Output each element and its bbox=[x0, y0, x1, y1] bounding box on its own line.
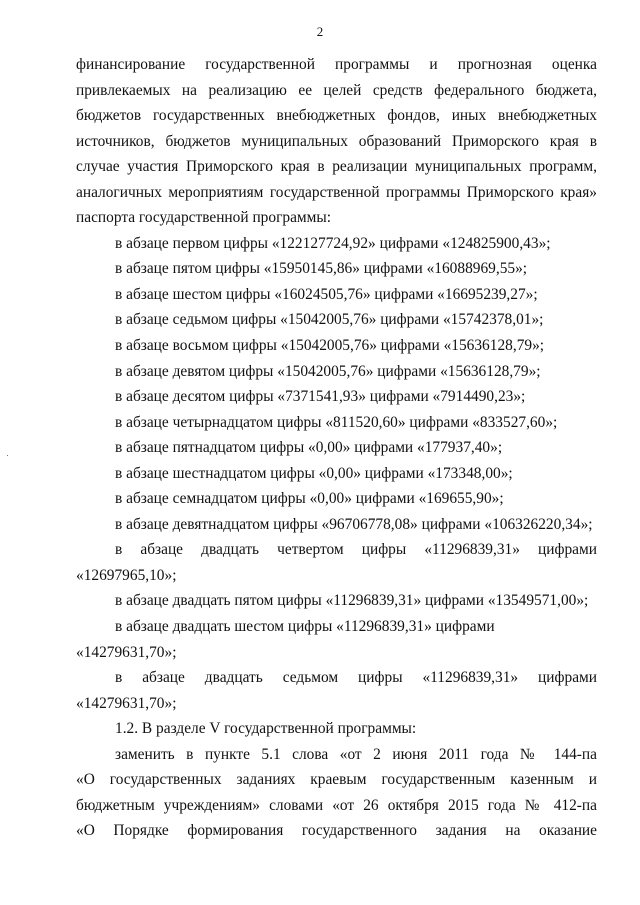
replacement-item: в абзаце пятнадцатом цифры «0,00» цифрами «177937,40»; bbox=[115, 439, 503, 457]
intro-line: бюджетов государственных внебюджетных фондов, иных внебюджетных bbox=[76, 107, 597, 125]
intro-line: случае участия Приморского края в реализации муниципальных программ, bbox=[76, 158, 597, 176]
section-heading: 1.2. В разделе V государственной программы: bbox=[115, 720, 417, 738]
intro-line: источников, бюджетов муниципальных образований Приморского края в bbox=[76, 132, 597, 150]
paragraph-25: в абзаце двадцать пятом цифры «11296839,31» цифрами «13549571,00»; bbox=[115, 592, 589, 610]
replace-text-line: «О государственных заданиях краевым государственным казенным и bbox=[76, 771, 597, 789]
paragraph-24-line2: «12697965,10»; bbox=[76, 566, 177, 584]
replace-text-line: заменить в пункте 5.1 слова «от 2 июня 2011 года № 144-па bbox=[115, 745, 597, 763]
replacement-item: в абзаце пятом цифры «15950145,86» цифрами «16088969,55»; bbox=[115, 260, 528, 278]
replacement-item: в абзаце шестнадцатом цифры «0,00» цифрами «173348,00»; bbox=[115, 464, 513, 482]
replace-text-line: «О Порядке формирования государственного задания на оказание bbox=[76, 822, 597, 840]
intro-line: аналогичных мероприятиям государственной программы Приморского края» bbox=[76, 183, 597, 201]
document-body bbox=[76, 52, 597, 844]
replacement-item: в абзаце девятом цифры «15042005,76» цифрами «15636128,79»; bbox=[115, 362, 541, 380]
intro-line: привлекаемых на реализацию ее целей средств федерального бюджета, bbox=[76, 81, 597, 99]
paragraph-24-line1: в абзаце двадцать четвертом цифры «11296839,31» цифрами bbox=[115, 541, 597, 559]
intro-last-line: паспорта государственной программы: bbox=[76, 209, 332, 227]
replacement-item: в абзаце первом цифры «122127724,92» цифрами «124825900,43»; bbox=[115, 234, 551, 252]
page-number: 2 bbox=[316, 24, 324, 39]
replacement-item: в абзаце семнадцатом цифры «0,00» цифрами «169655,90»; bbox=[115, 490, 504, 508]
replacement-item: в абзаце десятом цифры «7371541,93» цифрами «7914490,23»; bbox=[115, 388, 526, 406]
paragraph-27-line1: в абзаце двадцать седьмом цифры «11296839,31» цифрами bbox=[115, 669, 597, 687]
replacement-item: в абзаце шестом цифры «16024505,76» цифрами «16695239,27»; bbox=[115, 285, 538, 303]
replacement-item: в абзаце четырнадцатом цифры «811520,60» цифрами «833527,60»; bbox=[115, 413, 558, 431]
intro-line: финансирование государственной программы и прогнозная оценка bbox=[76, 56, 597, 73]
replacement-item: в абзаце восьмом цифры «15042005,76» цифрами «15636128,79»; bbox=[115, 337, 545, 355]
paragraph-27-line2: «14279631,70»; bbox=[76, 694, 177, 712]
replace-text-line: бюджетным учреждениям» словами «от 26 октября 2015 года № 412-па bbox=[76, 796, 597, 814]
scan-artifact-dot bbox=[7, 455, 8, 456]
replacement-item: в абзаце седьмом цифры «15042005,76» цифрами «15742378,01»; bbox=[115, 311, 544, 329]
replacement-item: в абзаце девятнадцатом цифры «96706778,08» цифрами «106326220,34»; bbox=[115, 515, 593, 533]
paragraph-26: в абзаце двадцать шестом цифры «11296839,31» цифрами «14279631,70»; bbox=[76, 618, 495, 661]
